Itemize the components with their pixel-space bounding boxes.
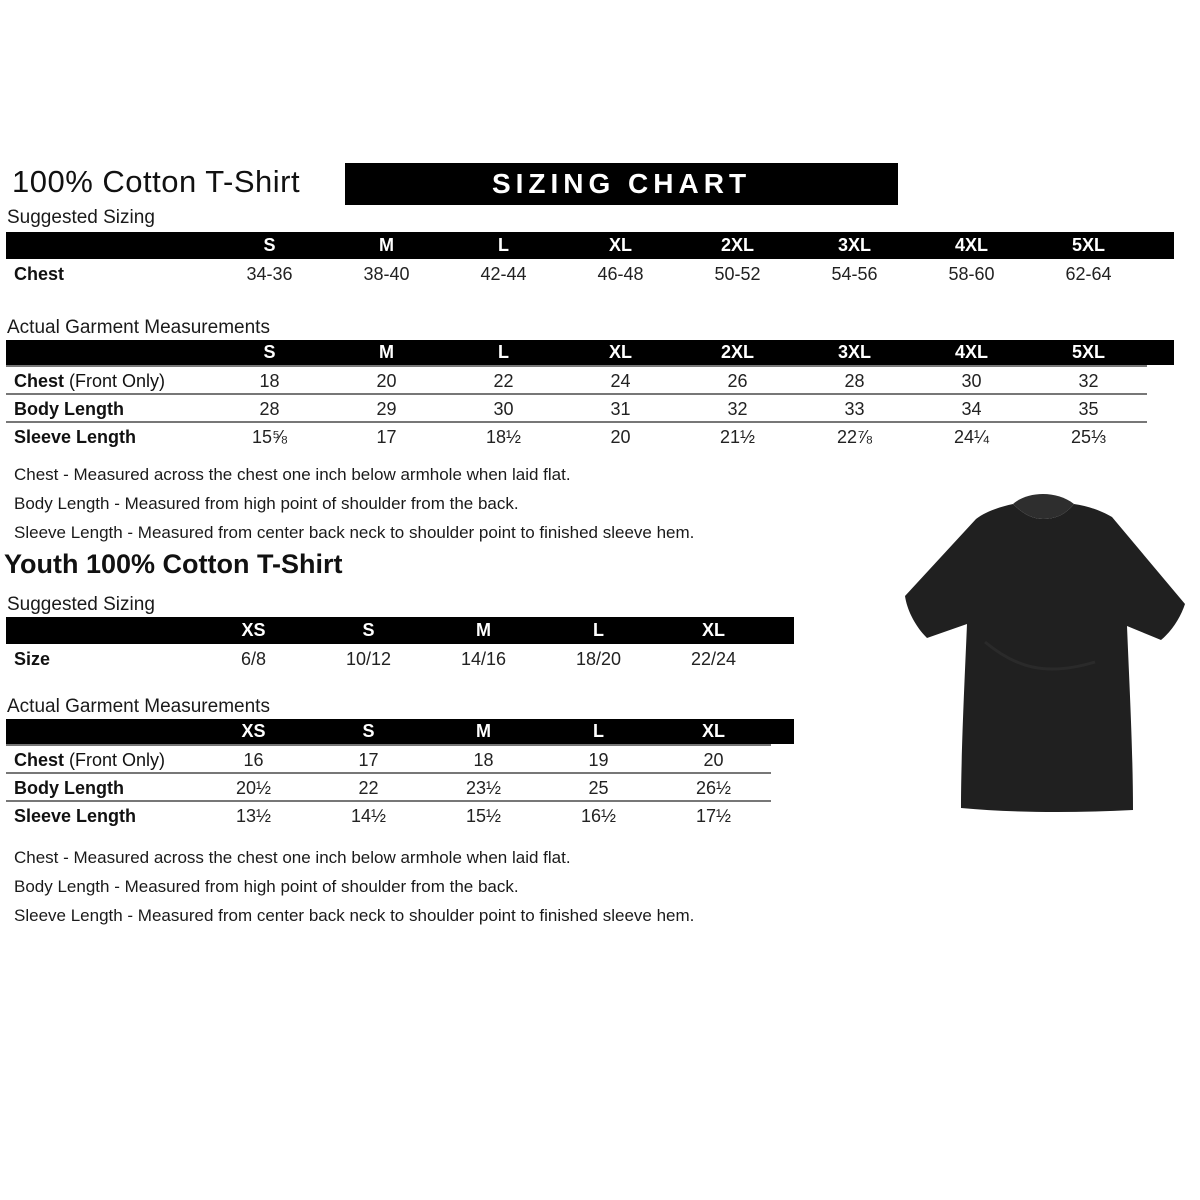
measurement-cell: 50-52 [714, 264, 761, 284]
measurement-cell: 26½ [656, 772, 771, 802]
sizing-chart-banner: SIZING CHART [345, 163, 898, 205]
youth-section-title: Youth 100% Cotton T-Shirt [4, 549, 343, 579]
measurement-cell: 22 [445, 365, 562, 395]
row-label [6, 393, 211, 423]
row-label-suffix: (Front Only) [64, 750, 166, 770]
size-column-header: S [362, 721, 375, 741]
header-spacer [6, 719, 196, 744]
measurement-cell: 13½ [196, 800, 311, 830]
measurement-cell: 6/8 [240, 649, 267, 669]
row-label [6, 772, 196, 802]
size-column-header: M [476, 620, 491, 640]
measurement-cell: 25 [541, 772, 656, 802]
row-label [6, 421, 211, 451]
size-column-header: XL [608, 342, 632, 362]
size-column-header: S [362, 620, 375, 640]
table-row [6, 421, 1174, 449]
row-label-main: Sleeve Length [14, 427, 137, 447]
table-row [6, 365, 1174, 393]
header-spacer [6, 232, 211, 259]
size-column-header: XS [241, 721, 266, 741]
size-column-header: 2XL [720, 235, 754, 255]
row-label [6, 365, 211, 395]
measurement-cell: 58-60 [948, 264, 995, 284]
size-column-header: S [263, 342, 276, 362]
size-column-header: 5XL [1071, 235, 1105, 255]
size-column-header: M [476, 721, 491, 741]
measurement-cell: 21½ [679, 421, 796, 451]
table-header-row [6, 232, 1174, 259]
measurement-cell: 17 [328, 421, 445, 451]
measurement-cell: 16 [196, 744, 311, 774]
size-column-header: XL [608, 235, 632, 255]
table-header-row [6, 719, 794, 744]
size-column-header: L [498, 342, 509, 362]
measurement-cell: 14/16 [460, 649, 507, 669]
size-column-header: XS [241, 620, 266, 640]
measurement-cell: 24 [562, 365, 679, 395]
measurement-cell: 34-36 [246, 264, 293, 284]
measurement-cell: 42-44 [480, 264, 527, 284]
measurement-cell: 18 [426, 744, 541, 774]
row-label-main: Chest [14, 371, 65, 391]
size-column-header: 4XL [954, 235, 988, 255]
size-column-header: 2XL [720, 342, 754, 362]
measurement-cell: 23½ [426, 772, 541, 802]
measurement-cell: 14½ [311, 800, 426, 830]
youth-suggested-sizing-label: Suggested Sizing [7, 594, 155, 615]
measurement-cell: 34 [913, 393, 1030, 423]
size-column-header: L [593, 620, 604, 640]
size-column-header: 3XL [837, 235, 871, 255]
header-spacer [6, 617, 196, 644]
table-row [6, 744, 794, 772]
measurement-cell: 22 [311, 772, 426, 802]
table-header-row [6, 340, 1174, 365]
measurement-cell: 20 [328, 365, 445, 395]
adult-suggested-sizing-table [6, 232, 1174, 290]
size-column-header: XL [701, 721, 725, 741]
measurement-cell: 18½ [445, 421, 562, 451]
measurement-cell: 17½ [656, 800, 771, 830]
note-sleeve-length: Sleeve Length - Measured from center back neck to shoulder point to finished sleeve hem. [14, 523, 695, 542]
measurement-cell: 28 [211, 393, 328, 423]
size-column-header: 5XL [1071, 342, 1105, 362]
measurement-cell: 30 [445, 393, 562, 423]
measurement-cell: 19 [541, 744, 656, 774]
measurement-cell: 29 [328, 393, 445, 423]
measurement-cell: 32 [679, 393, 796, 423]
adult-actual-measurements-table [6, 340, 1174, 449]
row-label-main: Body Length [14, 399, 124, 419]
measurement-cell: 54-56 [831, 264, 878, 284]
table-row [6, 393, 1174, 421]
row-label-main: Sleeve Length [14, 806, 137, 826]
measurement-cell: 15⅝ [211, 421, 328, 451]
size-column-header: L [593, 721, 604, 741]
size-column-header: XL [701, 620, 725, 640]
row-label [6, 644, 196, 675]
black-tshirt-image [895, 492, 1191, 818]
measurement-cell: 38-40 [363, 264, 410, 284]
size-column-header: M [379, 342, 394, 362]
note-body-length: Body Length - Measured from high point of shoulder from the back. [14, 494, 519, 513]
measurement-cell: 20 [656, 744, 771, 774]
row-label [6, 744, 196, 774]
table-row [6, 800, 794, 828]
note-chest: Chest - Measured across the chest one inch below armhole when laid flat. [14, 848, 571, 867]
measurement-cell: 22/24 [690, 649, 737, 669]
row-label [6, 800, 196, 830]
size-column-header: S [263, 235, 276, 255]
size-column-header: 3XL [837, 342, 871, 362]
size-column-header: M [379, 235, 394, 255]
size-column-header: 4XL [954, 342, 988, 362]
adult-suggested-sizing-label: Suggested Sizing [7, 207, 155, 228]
measurement-cell: 31 [562, 393, 679, 423]
measurement-cell: 28 [796, 365, 913, 395]
youth-suggested-sizing-table [6, 617, 794, 675]
note-sleeve-length: Sleeve Length - Measured from center back neck to shoulder point to finished sleeve hem. [14, 906, 695, 925]
measurement-cell: 18/20 [575, 649, 622, 669]
measurement-cell: 46-48 [597, 264, 644, 284]
measurement-cell: 15½ [426, 800, 541, 830]
table-row [6, 772, 794, 800]
row-label-main: Chest [14, 264, 65, 284]
row-label-main: Chest [14, 750, 65, 770]
measurement-cell: 35 [1030, 393, 1147, 423]
note-body-length: Body Length - Measured from high point of shoulder from the back. [14, 877, 519, 896]
adult-measurement-notes [14, 460, 694, 547]
measurement-cell: 33 [796, 393, 913, 423]
tshirt-body [905, 504, 1185, 812]
adult-actual-measurements-label: Actual Garment Measurements [7, 317, 270, 338]
measurement-cell: 16½ [541, 800, 656, 830]
measurement-cell: 30 [913, 365, 1030, 395]
header-spacer [6, 340, 211, 365]
measurement-cell: 24¼ [913, 421, 1030, 451]
row-label-main: Body Length [14, 778, 124, 798]
measurement-cell: 62-64 [1065, 264, 1112, 284]
youth-actual-measurements-table [6, 719, 794, 828]
table-row [6, 259, 1174, 290]
measurement-cell: 17 [311, 744, 426, 774]
page-title: 100% Cotton T-Shirt [12, 164, 301, 199]
table-row [6, 644, 794, 675]
note-chest: Chest - Measured across the chest one inch below armhole when laid flat. [14, 465, 571, 484]
measurement-cell: 10/12 [345, 649, 392, 669]
row-label-suffix: (Front Only) [64, 371, 166, 391]
youth-measurement-notes [14, 843, 694, 930]
measurement-cell: 26 [679, 365, 796, 395]
measurement-cell: 25⅓ [1030, 421, 1147, 451]
measurement-cell: 20 [562, 421, 679, 451]
table-header-row [6, 617, 794, 644]
row-label [6, 259, 211, 290]
youth-actual-measurements-label: Actual Garment Measurements [7, 696, 270, 717]
measurement-cell: 20½ [196, 772, 311, 802]
measurement-cell: 18 [211, 365, 328, 395]
size-column-header: L [498, 235, 509, 255]
measurement-cell: 32 [1030, 365, 1147, 395]
row-label-main: Size [14, 649, 51, 669]
measurement-cell: 22⅞ [796, 421, 913, 451]
